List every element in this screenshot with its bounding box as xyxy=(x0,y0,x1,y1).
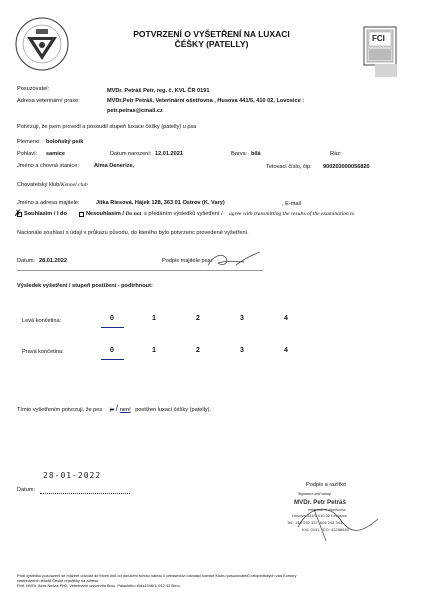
jmeno-stanice-value: Alma Denerize, xyxy=(94,163,135,169)
conclusion-prefix: Tímto vyšetřením potvrzuji, že pes xyxy=(17,407,103,413)
left-grade-3[interactable]: 3 xyxy=(240,315,244,322)
adresa-value-line1: MVDr.Petr Petráš, Veterinární ošetřovna , Husova 441/5, 410 02, Lovosice : xyxy=(107,98,305,104)
footer-datum-label: Datum: xyxy=(17,487,36,493)
agree-checkmark-icon: ✗ xyxy=(14,208,22,218)
jmeno-stanice-label: Jméno a chovná stanice: xyxy=(17,163,79,169)
posuzovatel-label: Posuzovatel: xyxy=(17,86,50,92)
transfer-consent-en: agree with transmitting the results of the examination to xyxy=(229,211,355,217)
chovatel-label xyxy=(17,182,88,189)
stamp-line-2: veterinární ošetřovna xyxy=(308,507,346,512)
right-grade-0[interactable]: 0 xyxy=(110,347,114,354)
conclusion-line xyxy=(17,405,211,414)
results-heading: Výsledek vyšetření / stupeň postižení - podtrhnout: xyxy=(17,283,153,289)
right-grade-4[interactable]: 4 xyxy=(284,347,288,354)
footnote-line-2: veterinárních lékařů České republiky na adresu: xyxy=(17,578,100,584)
adresa-value-line2: petr.petras@cmail.cz xyxy=(107,108,163,114)
stamp-line-4: Tel.: 416 532 337, 606 244 343 xyxy=(287,520,343,525)
owner-signature xyxy=(204,249,264,271)
right-grade-1[interactable]: 1 xyxy=(152,347,156,354)
footer-date-line xyxy=(40,493,130,494)
raz-label: Ráz: xyxy=(330,151,342,157)
right-grade-3[interactable]: 3 xyxy=(240,347,244,354)
datum-narozeni-label: Datum narození: xyxy=(110,151,152,157)
email-label: , E-mail xyxy=(282,201,301,207)
tetovaci-label: Tetovací číslo, čip: xyxy=(266,164,312,170)
vet-stamp xyxy=(278,497,394,547)
transfer-consent-text: s předáním výsledků vyšetření / xyxy=(144,211,223,217)
barva-label: Barva: xyxy=(231,151,248,157)
right-grade-2[interactable]: 2 xyxy=(196,347,200,354)
conclusion-je: je xyxy=(109,407,115,413)
document-title xyxy=(0,29,423,49)
pohlavi-label: Pohlaví: xyxy=(17,151,38,157)
conclusion-neni: není xyxy=(119,407,131,413)
posuzovatel-value: MVDr. Petráš Petr, reg. č. KVL ČR 0191 xyxy=(107,88,210,94)
potvrzuji-text: Potvrzuji, že jsem provedl a posoudil stupeň luxace čéšky (patelly) u psa xyxy=(17,124,197,130)
datum-narozeni-value: 12.01.2021 xyxy=(155,151,183,157)
nacionale-text: Nacionále souhlasí s údaji v průkazu původu, do kterého bylo potvrzenc provedené vyšetření. xyxy=(17,230,249,236)
fci-text: FCI xyxy=(372,34,385,43)
datum-value: 28.01.2022 xyxy=(39,258,67,264)
stamp-label: Podpis a razítko xyxy=(306,482,347,488)
disagree-checkbox[interactable] xyxy=(79,212,84,217)
left-grade-1[interactable]: 1 xyxy=(152,315,156,322)
signature-and-stamp-en: Signature and stamp xyxy=(298,491,331,496)
title-line-2: ČÉŠKY (PATELLY) xyxy=(174,39,249,49)
stamp-line-5: KVL 0191, IČO: 41288645 xyxy=(302,527,349,532)
pohlavi-value: samice xyxy=(46,151,65,157)
footnote-line-3: Prof. MVDr. Alois Nečas PhD, Veterinární univerzita Brno, Palackého třída1946/1, 612 42 Brno. xyxy=(17,583,181,589)
left-grade-4[interactable]: 4 xyxy=(284,315,288,322)
right-grade-0-underline xyxy=(101,359,124,360)
owner-signature-label: Podpis majitele psa: xyxy=(162,258,213,264)
plemeno-label: Plemeno: xyxy=(17,139,41,145)
right-grades xyxy=(0,347,423,361)
datum-label: Datum: xyxy=(17,258,36,264)
handwritten-date: 28-01-2022 xyxy=(43,471,102,480)
majitel-label: Jméno a adresa majitele: xyxy=(17,200,80,206)
disagree-label-en: Do not xyxy=(125,211,142,217)
tetovaci-value: 900203000056820 xyxy=(323,164,370,170)
left-grades xyxy=(0,315,423,329)
stamp-line-1: MVDr. Petr Petráš xyxy=(294,499,346,506)
conclusion-slash: / xyxy=(115,403,119,413)
left-limb-label: Levá končetina: xyxy=(22,318,62,324)
right-limb-label: Pravá končetina: xyxy=(22,349,64,355)
chovatel-label-en: Kennel club xyxy=(60,182,88,188)
majitel-value: Jitka Riesová, Hájek 128, 363 01 Ostrov (K. Vary) xyxy=(96,200,225,206)
disagree-label xyxy=(86,211,141,218)
plemeno-value: boloňský psík xyxy=(46,139,84,145)
footnote xyxy=(17,573,412,589)
adresa-label: Adresa veterinární praxe: xyxy=(17,98,80,104)
footnote-line-1: Proti výsledku posouzení se můžete odvolat do třiceti dnů od doručení tohoto nálezu k předsedovi odvolací komise Klubu posuzovatelů ortopedických vad Komory xyxy=(17,573,297,578)
signature-divider xyxy=(17,270,263,271)
stamp-line-3: Husova 441/5 410 02 Lovosice xyxy=(292,513,347,518)
left-grade-0-underline xyxy=(101,327,124,328)
fci-logo-shadow xyxy=(375,64,397,77)
left-grade-0[interactable]: 0 xyxy=(110,315,114,322)
chovatel-label-cz: Chovatelský klub/ xyxy=(17,182,61,188)
disagree-label-cz: Nesouhlasím / xyxy=(86,211,126,217)
agree-label: Souhlasím / I do xyxy=(24,211,67,217)
conclusion-suffix: postižen luxací čéšky (patelly). xyxy=(135,407,212,413)
title-line-1: POTVRZENÍ O VYŠETŘENÍ NA LUXACI xyxy=(133,29,290,39)
barva-value: bílá xyxy=(251,151,261,157)
left-grade-2[interactable]: 2 xyxy=(196,315,200,322)
